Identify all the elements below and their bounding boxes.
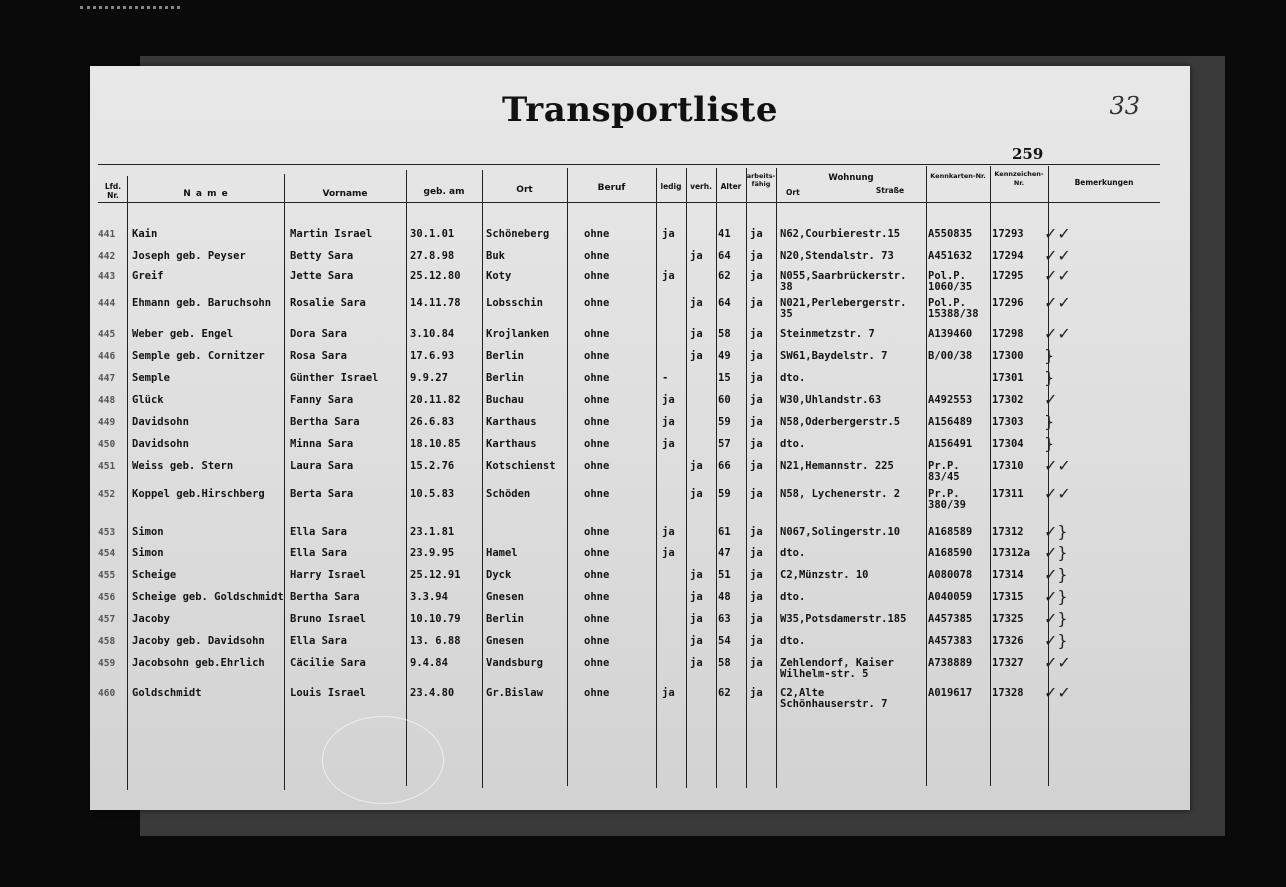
cell-ort: Berlin: [486, 372, 524, 384]
cell-kennkarten: A019617: [928, 687, 973, 699]
cell-geb-am: 10.5.83: [410, 488, 455, 500]
cell-name: Ehmann geb. Baruchsohn: [132, 297, 272, 309]
cell-geb-am: 23.1.81: [410, 526, 455, 538]
film-edge-marks: [80, 6, 180, 13]
cell-wohnung: dto.: [780, 372, 806, 384]
cell-ort: Buchau: [486, 394, 524, 406]
col-divider: [406, 170, 407, 786]
cell-verh: ja: [690, 328, 703, 340]
cell-kennzeichen: 17295: [992, 270, 1024, 282]
cell-alter: 66: [718, 460, 731, 472]
cell-beruf: ohne: [584, 350, 610, 362]
cell-arbeitsfaehig: ja: [750, 488, 763, 500]
cell-lfd-nr: 457: [98, 614, 116, 625]
cell-kennzeichen: 17298: [992, 328, 1024, 340]
cell-vorname: Martin Israel: [290, 228, 373, 240]
col-divider: [127, 176, 128, 790]
cell-kennkarten: A492553: [928, 394, 973, 406]
cell-geb-am: 3.10.84: [410, 328, 455, 340]
cell-ledig: ja: [662, 394, 675, 406]
cell-geb-am: 15.2.76: [410, 460, 455, 472]
col-divider: [567, 168, 568, 786]
cell-geb-am: 10.10.79: [410, 613, 461, 625]
cell-vorname: Laura Sara: [290, 460, 354, 472]
cell-kennzeichen: 17303: [992, 416, 1024, 428]
header-ort: Ort: [516, 185, 533, 195]
col-divider: [926, 166, 927, 786]
cell-beruf: ohne: [584, 328, 610, 340]
cell-wohnung: N055,Saarbrückerstr. 38: [780, 270, 907, 293]
cell-name: Koppel geb.Hirschberg: [132, 488, 265, 500]
cell-kennzeichen: 17296: [992, 297, 1024, 309]
cell-name: Davidsohn: [132, 438, 189, 450]
col-divider: [284, 174, 285, 790]
cell-alter: 59: [718, 488, 731, 500]
cell-name: Semple: [132, 372, 170, 384]
cell-lfd-nr: 449: [98, 417, 116, 428]
cell-bemerkung-mark: ✓✓: [1044, 324, 1071, 343]
cell-kennzeichen: 17311: [992, 488, 1024, 500]
cell-lfd-nr: 453: [98, 527, 116, 538]
cell-geb-am: 14.11.78: [410, 297, 461, 309]
cell-vorname: Jette Sara: [290, 270, 354, 282]
cell-ort: Vandsburg: [486, 657, 543, 669]
cell-geb-am: 27.8.98: [410, 250, 455, 262]
cell-name: Kain: [132, 228, 158, 240]
header-wohnung: Wohnung: [828, 173, 874, 183]
document-title: Transportliste: [501, 90, 778, 130]
cell-verh: ja: [690, 250, 703, 262]
cell-geb-am: 20.11.82: [410, 394, 461, 406]
cell-verh: ja: [690, 613, 703, 625]
cell-beruf: ohne: [584, 460, 610, 472]
cell-kennkarten: A156491: [928, 438, 973, 450]
faint-stamp: [322, 716, 444, 804]
header-bemerkungen: Bemerkungen: [1074, 178, 1134, 187]
cell-beruf: ohne: [584, 228, 610, 240]
cell-alter: 51: [718, 569, 731, 581]
cell-arbeitsfaehig: ja: [750, 372, 763, 384]
cell-arbeitsfaehig: ja: [750, 460, 763, 472]
cell-verh: ja: [690, 350, 703, 362]
cell-ledig: ja: [662, 547, 675, 559]
cell-kennzeichen: 17300: [992, 350, 1024, 362]
cell-lfd-nr: 454: [98, 548, 116, 559]
header-geb-am: geb. am: [423, 187, 465, 197]
cell-name: Weber geb. Engel: [132, 328, 234, 340]
cell-kennkarten: B/00/38: [928, 350, 973, 362]
cell-arbeitsfaehig: ja: [750, 657, 763, 669]
cell-arbeitsfaehig: ja: [750, 228, 763, 240]
cell-kennkarten: Pr.P. 380/39: [928, 488, 966, 511]
cell-vorname: Louis Israel: [290, 687, 366, 699]
cell-bemerkung-mark: ✓}: [1044, 631, 1068, 650]
cell-geb-am: 9.4.84: [410, 657, 448, 669]
cell-beruf: ohne: [584, 591, 610, 603]
cell-bemerkung-mark: ✓✓: [1044, 224, 1071, 243]
cell-ort: Berlin: [486, 350, 524, 362]
cell-lfd-nr: 442: [98, 251, 116, 262]
cell-beruf: ohne: [584, 569, 610, 581]
cell-geb-am: 25.12.80: [410, 270, 461, 282]
cell-name: Simon: [132, 526, 164, 538]
cell-verh: ja: [690, 460, 703, 472]
cell-kennzeichen: 17294: [992, 250, 1024, 262]
cell-wohnung: W35,Potsdamerstr.185: [780, 613, 907, 625]
cell-lfd-nr: 450: [98, 439, 116, 450]
cell-arbeitsfaehig: ja: [750, 687, 763, 699]
cell-ort: Kotschienst: [486, 460, 556, 472]
cell-kennzeichen: 17327: [992, 657, 1024, 669]
cell-kennkarten: A168589: [928, 526, 973, 538]
cell-lfd-nr: 455: [98, 570, 116, 581]
header-verh: verh.: [690, 182, 712, 191]
header-name: N a m e: [183, 189, 229, 199]
cell-beruf: ohne: [584, 635, 610, 647]
cell-bemerkung-mark: ✓✓: [1044, 484, 1071, 503]
cell-kennkarten: A550835: [928, 228, 973, 240]
cell-alter: 54: [718, 635, 731, 647]
cell-verh: ja: [690, 591, 703, 603]
col-divider: [686, 168, 687, 788]
cell-name: Jacoby geb. Davidsohn: [132, 635, 265, 647]
cell-alter: 47: [718, 547, 731, 559]
cell-beruf: ohne: [584, 372, 610, 384]
header-bottom-rule: [98, 202, 1160, 203]
cell-beruf: ohne: [584, 416, 610, 428]
cell-arbeitsfaehig: ja: [750, 394, 763, 406]
cell-kennzeichen: 17301: [992, 372, 1024, 384]
page-number: 259: [1012, 145, 1044, 163]
cell-alter: 57: [718, 438, 731, 450]
cell-lfd-nr: 460: [98, 688, 116, 699]
cell-vorname: Betty Sara: [290, 250, 354, 262]
cell-ledig: ja: [662, 228, 675, 240]
cell-wohnung: dto.: [780, 591, 806, 603]
cell-kennkarten: A040059: [928, 591, 973, 603]
cell-wohnung: N021,Perlebergerstr. 35: [780, 297, 907, 320]
cell-kennkarten: Pol.P. 1060/35: [928, 270, 973, 293]
cell-beruf: ohne: [584, 394, 610, 406]
corner-page-mark: 33: [1109, 92, 1140, 120]
cell-arbeitsfaehig: ja: [750, 416, 763, 428]
cell-wohnung: W30,Uhlandstr.63: [780, 394, 882, 406]
cell-lfd-nr: 444: [98, 298, 116, 309]
cell-ledig: ja: [662, 270, 675, 282]
cell-ledig: ja: [662, 687, 675, 699]
cell-ledig: ja: [662, 416, 675, 428]
col-divider: [482, 170, 483, 788]
header-vorname: Vorname: [322, 189, 368, 199]
cell-alter: 58: [718, 328, 731, 340]
cell-wohnung: N58, Lychenerstr. 2: [780, 488, 901, 500]
cell-ort: Dyck: [486, 569, 512, 581]
cell-alter: 60: [718, 394, 731, 406]
table-top-rule: [98, 164, 1160, 165]
cell-bemerkung-mark: }: [1044, 368, 1055, 387]
transport-list-sheet: [90, 66, 1190, 810]
cell-wohnung: N20,Stendalstr. 73: [780, 250, 894, 262]
cell-alter: 62: [718, 687, 731, 699]
header-beruf: Beruf: [597, 183, 626, 193]
cell-kennkarten: A738889: [928, 657, 973, 669]
cell-kennkarten: A080078: [928, 569, 973, 581]
cell-name: Glück: [132, 394, 164, 406]
header-lfd-nr: Lfd. Nr.: [104, 182, 122, 200]
cell-vorname: Harry Israel: [290, 569, 366, 581]
cell-kennzeichen: 17304: [992, 438, 1024, 450]
header-arbeitsfaehig: arbeits-fähig: [746, 172, 776, 188]
cell-wohnung: C2,Münzstr. 10: [780, 569, 869, 581]
cell-bemerkung-mark: }: [1044, 434, 1055, 453]
cell-arbeitsfaehig: ja: [750, 547, 763, 559]
cell-verh: ja: [690, 657, 703, 669]
cell-name: Jacobsohn geb.Ehrlich: [132, 657, 265, 669]
cell-bemerkung-mark: ✓✓: [1044, 456, 1071, 475]
cell-kennkarten: A168590: [928, 547, 973, 559]
cell-geb-am: 18.10.85: [410, 438, 461, 450]
cell-kennkarten: A451632: [928, 250, 973, 262]
cell-bemerkung-mark: ✓}: [1044, 522, 1068, 541]
cell-kennzeichen: 17315: [992, 591, 1024, 603]
cell-kennkarten: A457385: [928, 613, 973, 625]
cell-ort: Karthaus: [486, 416, 537, 428]
cell-bemerkung-mark: ✓✓: [1044, 293, 1071, 312]
col-divider: [746, 168, 747, 788]
cell-ort: Berlin: [486, 613, 524, 625]
cell-name: Joseph geb. Peyser: [132, 250, 246, 262]
cell-ort: Lobsschin: [486, 297, 543, 309]
cell-kennkarten: A139460: [928, 328, 973, 340]
cell-beruf: ohne: [584, 270, 610, 282]
cell-bemerkung-mark: ✓✓: [1044, 266, 1071, 285]
cell-verh: ja: [690, 635, 703, 647]
cell-vorname: Günther Israel: [290, 372, 379, 384]
cell-lfd-nr: 443: [98, 271, 116, 282]
cell-vorname: Bertha Sara: [290, 591, 360, 603]
cell-ort: Schöneberg: [486, 228, 550, 240]
cell-vorname: Berta Sara: [290, 488, 354, 500]
cell-beruf: ohne: [584, 297, 610, 309]
cell-beruf: ohne: [584, 438, 610, 450]
cell-geb-am: 26.6.83: [410, 416, 455, 428]
cell-vorname: Ella Sara: [290, 526, 347, 538]
cell-geb-am: 3.3.94: [410, 591, 448, 603]
header-wohnung-strasse: Straße: [875, 186, 905, 195]
cell-lfd-nr: 451: [98, 461, 116, 472]
cell-beruf: ohne: [584, 687, 610, 699]
cell-bemerkung-mark: ✓✓: [1044, 246, 1071, 265]
cell-beruf: ohne: [584, 488, 610, 500]
cell-lfd-nr: 456: [98, 592, 116, 603]
cell-ort: Krojlanken: [486, 328, 550, 340]
cell-name: Greif: [132, 270, 164, 282]
cell-arbeitsfaehig: ja: [750, 250, 763, 262]
cell-name: Scheige geb. Goldschmidt: [132, 591, 284, 603]
cell-arbeitsfaehig: ja: [750, 328, 763, 340]
cell-kennzeichen: 17293: [992, 228, 1024, 240]
cell-geb-am: 17.6.93: [410, 350, 455, 362]
cell-alter: 41: [718, 228, 731, 240]
cell-vorname: Rosalie Sara: [290, 297, 366, 309]
cell-lfd-nr: 446: [98, 351, 116, 362]
cell-ort: Buk: [486, 250, 505, 262]
cell-geb-am: 30.1.01: [410, 228, 455, 240]
cell-bemerkung-mark: ✓}: [1044, 609, 1068, 628]
cell-arbeitsfaehig: ja: [750, 569, 763, 581]
cell-bemerkung-mark: }: [1044, 412, 1055, 431]
cell-vorname: Fanny Sara: [290, 394, 354, 406]
header-ledig: ledig: [660, 182, 682, 191]
cell-arbeitsfaehig: ja: [750, 297, 763, 309]
cell-lfd-nr: 441: [98, 229, 116, 240]
cell-lfd-nr: 448: [98, 395, 116, 406]
cell-bemerkung-mark: ✓}: [1044, 587, 1068, 606]
cell-alter: 59: [718, 416, 731, 428]
cell-alter: 64: [718, 250, 731, 262]
cell-alter: 61: [718, 526, 731, 538]
cell-alter: 63: [718, 613, 731, 625]
cell-kennzeichen: 17312: [992, 526, 1024, 538]
cell-beruf: ohne: [584, 526, 610, 538]
header-alter: Alter: [720, 182, 742, 191]
cell-alter: 62: [718, 270, 731, 282]
cell-verh: ja: [690, 569, 703, 581]
cell-lfd-nr: 452: [98, 489, 116, 500]
cell-verh: ja: [690, 297, 703, 309]
cell-kennzeichen: 17312a: [992, 547, 1030, 559]
cell-name: Jacoby: [132, 613, 170, 625]
cell-wohnung: N067,Solingerstr.10: [780, 526, 901, 538]
cell-vorname: Ella Sara: [290, 635, 347, 647]
cell-name: Goldschmidt: [132, 687, 202, 699]
cell-beruf: ohne: [584, 657, 610, 669]
cell-ort: Gnesen: [486, 591, 524, 603]
cell-arbeitsfaehig: ja: [750, 270, 763, 282]
col-divider: [656, 168, 657, 788]
cell-ort: Hamel: [486, 547, 518, 559]
cell-name: Semple geb. Cornitzer: [132, 350, 265, 362]
cell-bemerkung-mark: ✓}: [1044, 565, 1068, 584]
cell-bemerkung-mark: ✓✓: [1044, 653, 1071, 672]
cell-beruf: ohne: [584, 250, 610, 262]
cell-arbeitsfaehig: ja: [750, 635, 763, 647]
header-wohnung-ort: Ort: [786, 188, 800, 197]
cell-lfd-nr: 445: [98, 329, 116, 340]
cell-ledig: ja: [662, 438, 675, 450]
cell-alter: 15: [718, 372, 731, 384]
cell-arbeitsfaehig: ja: [750, 591, 763, 603]
cell-vorname: Dora Sara: [290, 328, 347, 340]
cell-geb-am: 13. 6.88: [410, 635, 461, 647]
cell-kennzeichen: 17314: [992, 569, 1024, 581]
cell-geb-am: 9.9.27: [410, 372, 448, 384]
cell-kennzeichen: 17328: [992, 687, 1024, 699]
cell-ort: Koty: [486, 270, 512, 282]
cell-alter: 48: [718, 591, 731, 603]
cell-lfd-nr: 458: [98, 636, 116, 647]
cell-kennzeichen: 17302: [992, 394, 1024, 406]
cell-lfd-nr: 459: [98, 658, 116, 669]
cell-ledig: -: [662, 372, 669, 384]
cell-wohnung: N21,Hemannstr. 225: [780, 460, 894, 472]
cell-wohnung: N62,Courbierestr.15: [780, 228, 901, 240]
cell-name: Simon: [132, 547, 164, 559]
cell-wohnung: Zehlendorf, Kaiser Wilhelm-str. 5: [780, 657, 894, 680]
cell-bemerkung-mark: }: [1044, 346, 1055, 365]
cell-wohnung: N58,Oderbergerstr.5: [780, 416, 901, 428]
cell-lfd-nr: 447: [98, 373, 116, 384]
cell-name: Davidsohn: [132, 416, 189, 428]
cell-wohnung: dto.: [780, 547, 806, 559]
cell-bemerkung-mark: ✓}: [1044, 543, 1068, 562]
cell-kennkarten: A156489: [928, 416, 973, 428]
cell-arbeitsfaehig: ja: [750, 526, 763, 538]
cell-name: Scheige: [132, 569, 177, 581]
cell-geb-am: 25.12.91: [410, 569, 461, 581]
cell-wohnung: dto.: [780, 635, 806, 647]
cell-ledig: ja: [662, 526, 675, 538]
cell-wohnung: Steinmetzstr. 7: [780, 328, 875, 340]
cell-kennzeichen: 17326: [992, 635, 1024, 647]
cell-arbeitsfaehig: ja: [750, 613, 763, 625]
cell-ort: Gnesen: [486, 635, 524, 647]
cell-vorname: Bruno Israel: [290, 613, 366, 625]
cell-alter: 58: [718, 657, 731, 669]
col-divider: [990, 166, 991, 786]
cell-ort: Karthaus: [486, 438, 537, 450]
cell-vorname: Rosa Sara: [290, 350, 347, 362]
cell-ort: Schöden: [486, 488, 531, 500]
cell-vorname: Bertha Sara: [290, 416, 360, 428]
cell-vorname: Cäcilie Sara: [290, 657, 366, 669]
cell-wohnung: dto.: [780, 438, 806, 450]
cell-name: Weiss geb. Stern: [132, 460, 234, 472]
cell-arbeitsfaehig: ja: [750, 438, 763, 450]
cell-ort: Gr.Bislaw: [486, 687, 543, 699]
cell-kennkarten: A457383: [928, 635, 973, 647]
cell-arbeitsfaehig: ja: [750, 350, 763, 362]
col-divider: [776, 168, 777, 788]
cell-kennzeichen: 17310: [992, 460, 1024, 472]
cell-vorname: Ella Sara: [290, 547, 347, 559]
cell-kennkarten: Pol.P. 15388/38: [928, 297, 979, 320]
cell-beruf: ohne: [584, 547, 610, 559]
cell-vorname: Minna Sara: [290, 438, 354, 450]
cell-beruf: ohne: [584, 613, 610, 625]
cell-wohnung: C2,Alte Schönhauserstr. 7: [780, 687, 888, 710]
cell-kennkarten: Pr.P. 83/45: [928, 460, 960, 483]
cell-bemerkung-mark: ✓: [1044, 390, 1058, 409]
cell-wohnung: SW61,Baydelstr. 7: [780, 350, 888, 362]
cell-kennzeichen: 17325: [992, 613, 1024, 625]
col-divider: [716, 168, 717, 788]
cell-verh: ja: [690, 488, 703, 500]
cell-geb-am: 23.9.95: [410, 547, 455, 559]
cell-bemerkung-mark: ✓✓: [1044, 683, 1071, 702]
header-kennkarten: Kennkarten-Nr.: [930, 172, 986, 180]
cell-alter: 49: [718, 350, 731, 362]
header-kennzeichen: Kennzeichen-Nr.: [994, 170, 1044, 187]
cell-alter: 64: [718, 297, 731, 309]
cell-geb-am: 23.4.80: [410, 687, 455, 699]
